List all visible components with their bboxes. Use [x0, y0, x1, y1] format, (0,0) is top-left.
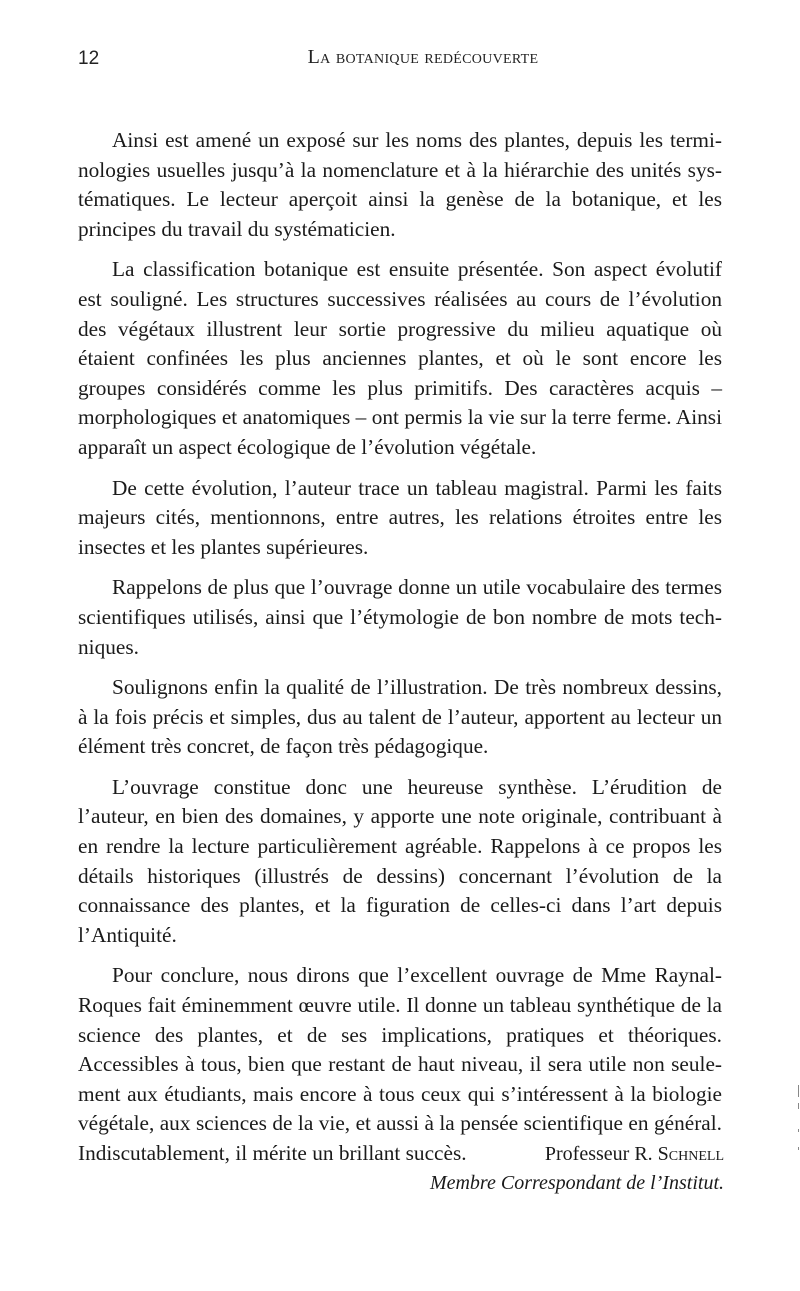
scan-mark	[798, 1103, 799, 1109]
paragraph-synthesis: L’ouvrage constitue donc une heureuse synthèse. L’érudition de l’auteur, en bien des domaines, y apporte une note originale, contribuant à en rendre la lecture particulièrement agréable. Rappelons à ce propos les détails historiques (illustrés de dessins) concernant l’évolution de la connaissance des plantes, et la figuration de celles-ci dans l’art depuis l’Antiquité.	[78, 774, 722, 947]
paragraph-conclusion: Pour conclure, nous dirons que l’excellent ouvrage de Mme Raynal-Roques fait éminemment œuvre utile. Il donne un tableau synthétique de la science des plantes, et de ses implications, pratiques et théoriques. Accessibles à tous, bien que restant de haut niveau, il sera utile non seulement aux étudiants, mais encore à tous ceux qui s’intéressent à la biologie végétale, aux sciences de la vie, et aussi à la pensée scientifique en général. Indiscutablement, il mérite un brillant succès.	[78, 963, 722, 1165]
running-header	[0, 44, 800, 78]
signature-title: Membre Correspondant de l’Institut.	[429, 1172, 724, 1194]
signature-block	[430, 1140, 724, 1198]
scan-margin-marks	[796, 1085, 800, 1175]
signature-surname: Schnell	[657, 1143, 724, 1165]
page-number: 12	[78, 48, 100, 69]
signature-prefix: Professeur R.	[544, 1143, 658, 1165]
body-text	[78, 126, 722, 1180]
paragraph-nomenclature: Ainsi est amené un exposé sur les noms des plantes, depuis les terminologies usuelles jusqu’à la nomenclature et à la hiérarchie des unités systématiques. Le lecteur aperçoit ainsi la genèse de la botanique, et les principes du travail du systématicien.	[78, 128, 722, 241]
scan-mark	[798, 1129, 799, 1132]
signature-name	[430, 1140, 724, 1169]
paragraph-vocabulary: Rappelons de plus que l’ouvrage donne un utile vocabulaire des termes scientifiques utilisés, ainsi que l’étymologie de bon nombre de mots techniques.	[78, 575, 722, 659]
paragraph-evolution: De cette évolution, l’auteur trace un tableau magistral. Parmi les faits majeurs cités, mentionnons, entre autres, les relations étroites entre les insectes et les plantes supérieures.	[78, 475, 722, 559]
paragraph-classification: La classification botanique est ensuite présentée. Son aspect évolutif est souligné. Les structures successives réalisées au cours de l’évolution des végétaux illustrent leur sortie progressive du milieu aquatique où étaient confinées les plus anciennes plantes, et où le sont encore les groupes considérés comme les plus primitifs. Des caractères acquis – morphologiques et anatomiques – ont permis la vie sur la terre ferme. Ainsi apparaît un aspect écologique de l’évolution végétale.	[78, 257, 722, 459]
scan-mark	[798, 1147, 799, 1150]
running-title: La botanique redécouverte	[307, 46, 539, 68]
paragraph-illustration: Soulignons enfin la qualité de l’illustration. De très nombreux dessins, à la fois précis et simples, dus au talent de l’auteur, apportent au lecteur un élément très concret, de façon très pédagogique.	[78, 675, 722, 759]
scan-mark	[798, 1085, 799, 1097]
